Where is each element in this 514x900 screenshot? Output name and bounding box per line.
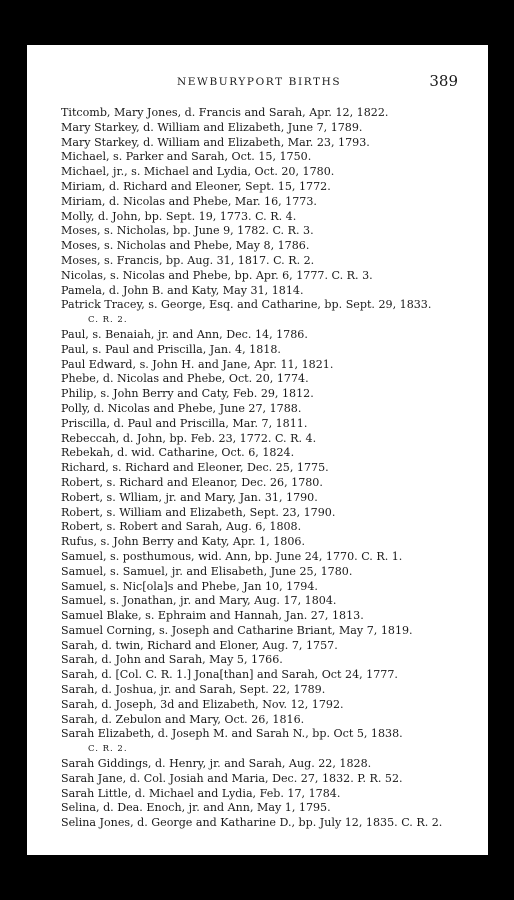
list-item: Philip, s. John Berry and Caty, Feb. 29, 1812. (61, 387, 314, 401)
list-item: Molly, d. John, bp. Sept. 19, 1773. C. R. 4. (61, 209, 297, 223)
list-item: Robert, s. Wlliam, jr. and Mary, Jan. 31, 1790. (61, 490, 318, 504)
book-page (27, 45, 488, 855)
list-item: Miriam, d. Richard and Eleoner, Sept. 15, 1772. (61, 179, 331, 193)
list-item: Sarah, d. twin, Richard and Eloner, Aug. 7, 1757. (61, 638, 338, 652)
list-item: Michael, jr., s. Michael and Lydia, Oct. 20, 1780. (61, 165, 335, 179)
list-item: Sarah Little, d. Michael and Lydia, Feb. 17, 1784. (61, 786, 341, 800)
list-item: Nicolas, s. Nicolas and Phebe, bp. Apr. 6, 1777. C. R. 3. (61, 268, 373, 282)
list-item: Robert, s. Robert and Sarah, Aug. 6, 1808. (61, 520, 302, 534)
running-title: NEWBURYPORT BIRTHS (177, 76, 342, 88)
list-item: Mary Starkey, d. William and Elizabeth, June 7, 1789. (61, 120, 363, 134)
list-item: Sarah Jane, d. Col. Josiah and Maria, Dec. 27, 1832. P. R. 52. (61, 771, 403, 785)
list-item: Sarah, d. John and Sarah, May 5, 1766. (61, 653, 283, 667)
list-item: Priscilla, d. Paul and Priscilla, Mar. 7, 1811. (61, 416, 308, 430)
list-item: Rebeccah, d. John, bp. Feb. 23, 1772. C. R. 4. (61, 431, 317, 445)
list-item: Samuel Corning, s. Joseph and Catharine Briant, May 7, 1819. (61, 623, 413, 637)
list-item: Sarah, d. Zebulon and Mary, Oct. 26, 1816. (61, 712, 305, 726)
birth-record-list (61, 106, 481, 831)
list-item: Sarah, d. [Col. C. R. 1.] Jona[than] and Sarah, Oct 24, 1777. (61, 668, 398, 682)
list-item: Samuel Blake, s. Ephraim and Hannah, Jan. 27, 1813. (61, 609, 364, 623)
list-item: Richard, s. Richard and Eleoner, Dec. 25, 1775. (61, 461, 329, 475)
list-item: Selina, d. Dea. Enoch, jr. and Ann, May 1, 1795. (61, 801, 331, 815)
list-item: Polly, d. Nicolas and Phebe, June 27, 1788. (61, 401, 302, 415)
list-item-continuation: C. R. 2. (88, 315, 128, 326)
list-item: Paul, s. Benaiah, jr. and Ann, Dec. 14, 1786. (61, 327, 308, 341)
list-item: Michael, s. Parker and Sarah, Oct. 15, 1750. (61, 150, 312, 164)
page-header (27, 74, 488, 94)
list-item: Samuel, s. Jonathan, jr. and Mary, Aug. 17, 1804. (61, 594, 337, 608)
list-item-continuation: C. R. 2. (88, 744, 128, 755)
list-item: Moses, s. Francis, bp. Aug. 31, 1817. C. R. 2. (61, 253, 315, 267)
list-item: Rufus, s. John Berry and Katy, Apr. 1, 1806. (61, 535, 306, 549)
list-item: Sarah Elizabeth, d. Joseph M. and Sarah N., bp. Oct 5, 1838. (61, 727, 403, 741)
list-item: Samuel, s. Nic[ola]s and Phebe, Jan 10, 1794. (61, 579, 318, 593)
list-item: Titcomb, Mary Jones, d. Francis and Sarah, Apr. 12, 1822. (61, 106, 389, 119)
list-item: Patrick Tracey, s. George, Esq. and Catharine, bp. Sept. 29, 1833. (61, 298, 432, 312)
list-item: Selina Jones, d. George and Katharine D., bp. July 12, 1835. C. R. 2. (61, 816, 443, 830)
list-item: Robert, s. Richard and Eleanor, Dec. 26, 1780. (61, 475, 323, 489)
list-item: Moses, s. Nicholas and Phebe, May 8, 1786. (61, 239, 310, 253)
list-item: Mary Starkey, d. William and Elizabeth, Mar. 23, 1793. (61, 135, 370, 149)
list-item: Sarah, d. Joshua, jr. and Sarah, Sept. 22, 1789. (61, 683, 326, 697)
list-item: Samuel, s. Samuel, jr. and Elisabeth, June 25, 1780. (61, 564, 353, 578)
list-item: Samuel, s. posthumous, wid. Ann, bp. June 24, 1770. C. R. 1. (61, 549, 403, 563)
list-item: Miriam, d. Nicolas and Phebe, Mar. 16, 1773. (61, 194, 317, 208)
list-item: Paul Edward, s. John H. and Jane, Apr. 11, 1821. (61, 357, 334, 371)
list-item: Pamela, d. John B. and Katy, May 31, 1814. (61, 283, 304, 297)
list-item: Robert, s. William and Elizabeth, Sept. 23, 1790. (61, 505, 336, 519)
list-item: Sarah Giddings, d. Henry, jr. and Sarah, Aug. 22, 1828. (61, 757, 372, 771)
list-item: Paul, s. Paul and Priscilla, Jan. 4, 1818. (61, 342, 281, 356)
list-item: Moses, s. Nicholas, bp. June 9, 1782. C. R. 3. (61, 224, 314, 238)
list-item: Phebe, d. Nicolas and Phebe, Oct. 20, 1774. (61, 372, 309, 386)
list-item: Sarah, d. Joseph, 3d and Elizabeth, Nov. 12, 1792. (61, 697, 344, 711)
list-item: Rebekah, d. wid. Catharine, Oct. 6, 1824. (61, 446, 295, 460)
page-number: 389 (429, 72, 458, 90)
